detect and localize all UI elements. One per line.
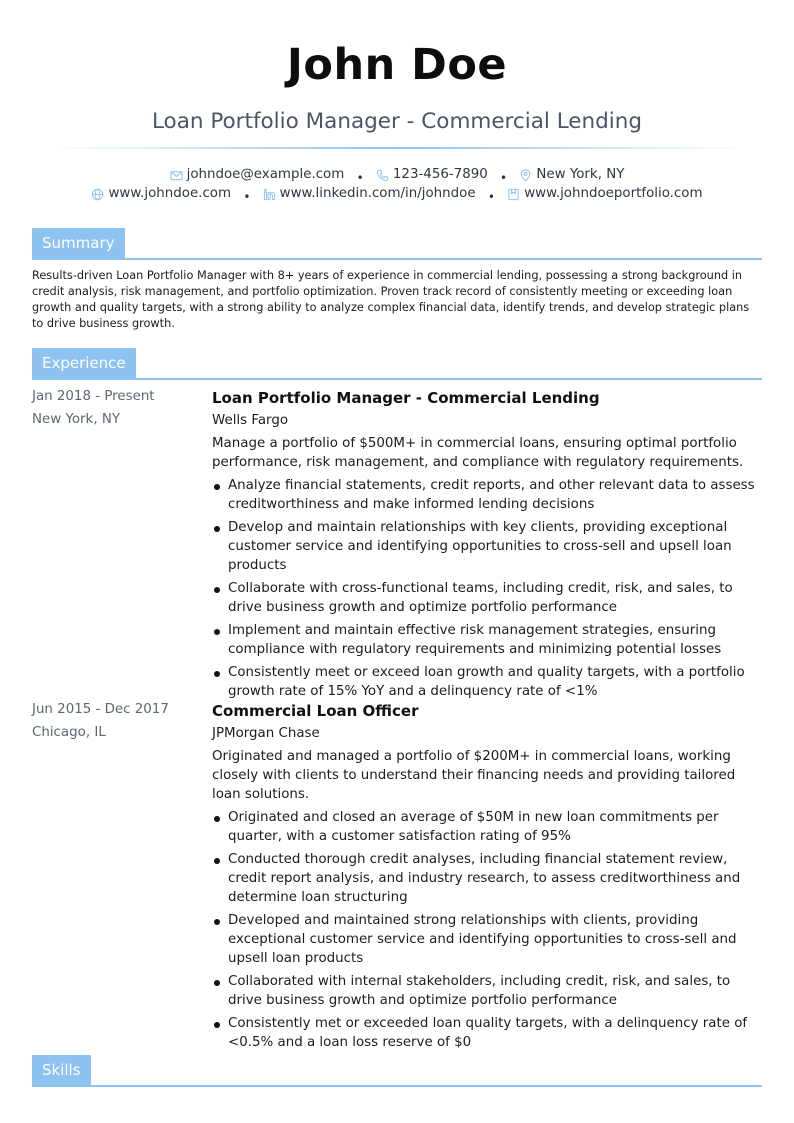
bullet-text: Conducted thorough credit analyses, including financial statement review, credit report analysis, and industry research, to assess creditworthiness and determine loan structuring (228, 852, 741, 905)
bullet-text: Analyze financial statements, credit reports, and other relevant data to assess creditworthiness and make informed lending decisions (228, 478, 755, 512)
contact-portfolio[interactable] (507, 185, 702, 203)
experience-dates: Jan 2018 - Present (32, 389, 155, 404)
contact-email[interactable] (170, 166, 345, 184)
contact-website[interactable] (91, 185, 231, 203)
experience-dates: Jun 2015 - Dec 2017 (32, 702, 169, 717)
bullet-item (212, 808, 762, 846)
summary-text: Results-driven Loan Portfolio Manager with 8+ years of experience in commercial lending, possessing a strong background in credit analysis, risk management, and portfolio optimization. Proven track record of consistently meeting or exceeding loan growth and quality targets, with a strong ability to analyze complex financial data, identify trends, and develop strategic plans to drive business growth. (32, 269, 750, 330)
bullet-dot (214, 980, 220, 986)
contact-separator: • (243, 189, 251, 204)
experience-details (212, 701, 762, 1056)
bullet-item (212, 911, 762, 968)
job-description: Manage a portfolio of $500M+ in commercial loans, ensuring optimal portfolio performance, risk management, and compliance with regulatory requirements. (212, 436, 744, 470)
linkedin-icon (263, 188, 276, 201)
bullet-item (212, 476, 762, 514)
globe-icon (91, 188, 104, 201)
experience-heading: Experience (32, 348, 136, 378)
bullet-item (212, 850, 762, 907)
bullet-dot (214, 526, 220, 532)
contact-phone-text: 123-456-7890 (392, 167, 488, 182)
bullet-text: Developed and maintained strong relationships with clients, providing exceptional customer service and identifying opportunities to cross-sell and upsell loan products (228, 913, 737, 966)
phone-icon (376, 169, 389, 182)
bullet-dot (214, 671, 220, 677)
summary-heading: Summary (32, 228, 125, 258)
job-title: Commercial Loan Officer (212, 702, 419, 720)
bullet-item (212, 1014, 762, 1052)
bullet-item (212, 518, 762, 575)
experience-details (212, 388, 762, 705)
job-bullets (212, 808, 762, 1052)
experience-meta (32, 388, 202, 429)
contact-row-links (0, 185, 794, 207)
bullet-text: Implement and maintain effective risk management strategies, ensuring compliance with regulatory requirements and minimizing potential losses (228, 623, 722, 657)
job-description: Originated and managed a portfolio of $200M+ in commercial loans, working closely with clients to understand their financing needs and providing tailored loan solutions. (212, 749, 736, 802)
candidate-title: Loan Portfolio Manager - Commercial Lending (151, 109, 643, 134)
experience-section-header (32, 348, 762, 380)
experience-location: Chicago, IL (32, 725, 106, 740)
contact-phone[interactable] (376, 166, 488, 184)
experience-location: New York, NY (32, 412, 121, 427)
experience-meta (32, 701, 202, 742)
envelope-icon (170, 169, 183, 182)
bullet-item (212, 621, 762, 659)
bullet-item (212, 972, 762, 1010)
contact-location (519, 166, 624, 184)
bullet-dot (214, 484, 220, 490)
bullet-text: Consistently meet or exceed loan growth and quality targets, with a portfolio growth rate of 15% YoY and a delinquency rate of <1% (228, 665, 745, 699)
bullet-dot (214, 629, 220, 635)
portfolio-icon (507, 188, 520, 201)
bullet-text: Consistently met or exceeded loan quality targets, with a delinquency rate of <0.5% and a loan loss reserve of $0 (228, 1016, 748, 1050)
contact-website-text: www.johndoe.com (108, 186, 232, 201)
bullet-text: Collaborated with internal stakeholders, including credit, risk, and sales, to drive business growth and optimize portfolio performance (228, 974, 731, 1008)
bullet-text: Collaborate with cross-functional teams, including credit, risk, and sales, to drive business growth and optimize portfolio performance (228, 581, 733, 615)
skills-section-header (32, 1055, 762, 1087)
contact-portfolio-text: www.johndoeportfolio.com (524, 186, 703, 201)
job-bullets (212, 476, 762, 701)
bullet-text: Originated and closed an average of $50M in new loan commitments per quarter, with a customer satisfaction rating of 95% (228, 810, 719, 844)
bullet-text: Develop and maintain relationships with key clients, providing exceptional customer service and identifying opportunities to cross-sell and upsell loan products (228, 520, 732, 573)
header-divider (47, 147, 747, 149)
contact-location-text: New York, NY (536, 167, 625, 182)
company-name: JPMorgan Chase (212, 726, 320, 741)
skills-heading: Skills (32, 1055, 91, 1085)
bullet-dot (214, 587, 220, 593)
contact-separator: • (500, 170, 508, 185)
bullet-dot (214, 919, 220, 925)
contact-linkedin-text: www.linkedin.com/in/johndoe (279, 186, 476, 201)
bullet-dot (214, 858, 220, 864)
bullet-item (212, 579, 762, 617)
bullet-dot (214, 1022, 220, 1028)
company-name: Wells Fargo (212, 413, 289, 428)
job-title: Loan Portfolio Manager - Commercial Lending (212, 389, 600, 407)
contact-separator: • (356, 170, 364, 185)
contact-email-text: johndoe@example.com (186, 167, 345, 182)
bullet-item (212, 663, 762, 701)
bullet-dot (214, 816, 220, 822)
contact-separator: • (487, 189, 495, 204)
summary-section-header (32, 228, 762, 260)
map-pin-icon (519, 169, 532, 182)
contact-linkedin[interactable] (263, 185, 476, 203)
candidate-name: John Doe (286, 40, 508, 90)
